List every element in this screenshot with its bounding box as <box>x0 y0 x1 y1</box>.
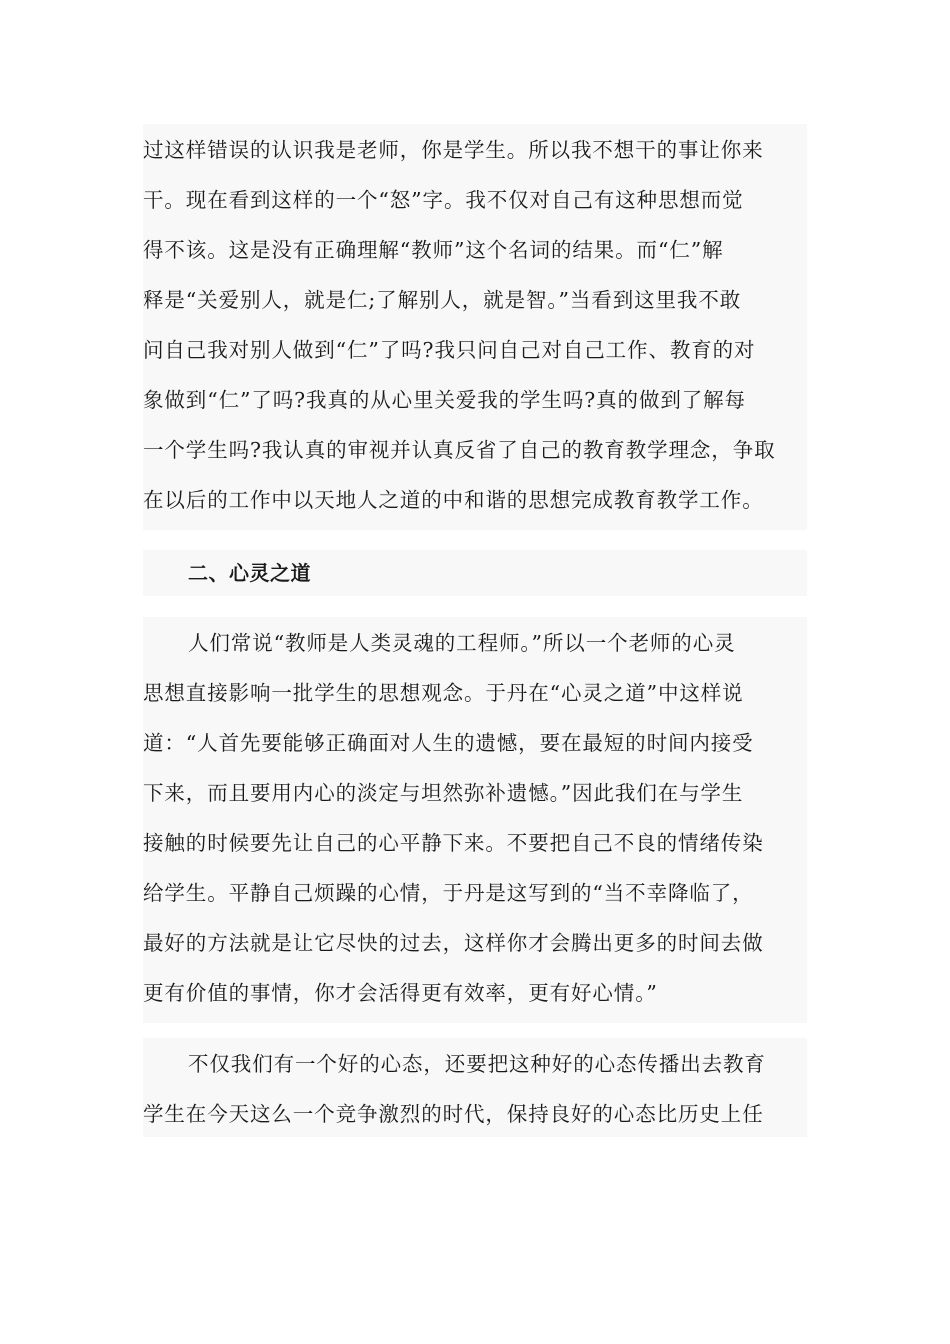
paragraph-1-line: 释是“关爱别人，就是仁;了解别人，就是智。”当看到这里我不敢 <box>143 288 742 312</box>
paragraph-3-line: 学生在今天这么一个竞争激烈的时代，保持良好的心态比历史上任 <box>143 1102 764 1126</box>
paragraph-2-line: 下来，而且要用内心的淡定与坦然弥补遗憾。”因此我们在与学生 <box>143 781 744 805</box>
paragraph-3-block <box>143 1038 807 1137</box>
paragraph-2-line: 人们常说“教师是人类灵魂的工程师。”所以一个老师的心灵 <box>188 631 736 655</box>
paragraph-1-line: 问自己我对别人做到“仁”了吗?我只问自己对自己工作、教育的对 <box>143 338 756 362</box>
section-heading-block <box>143 550 807 596</box>
paragraph-2-line: 最好的方法就是让它尽快的过去，这样你才会腾出更多的时间去做 <box>143 931 764 955</box>
paragraph-1-line: 象做到“仁”了吗?我真的从心里关爱我的学生吗?真的做到了解每 <box>143 388 746 412</box>
paragraph-1-line: 得不该。这是没有正确理解“教师”这个名词的结果。而“仁”解 <box>143 238 724 262</box>
paragraph-1-line: 一个学生吗?我认真的审视并认真反省了自己的教育教学理念，争取 <box>143 438 776 462</box>
paragraph-2-line: 接触的时候要先让自己的心平静下来。不要把自己不良的情绪传染 <box>143 831 764 855</box>
paragraph-2-block <box>143 617 807 1023</box>
paragraph-1-line: 在以后的工作中以天地人之道的中和谐的思想完成教育教学工作。 <box>143 488 764 512</box>
paragraph-1-block <box>143 124 807 530</box>
paragraph-1-line: 过这样错误的认识我是老师，你是学生。所以我不想干的事让你来 <box>143 138 764 162</box>
paragraph-2-line: 道：“人首先要能够正确面对人生的遗憾，要在最短的时间内接受 <box>143 731 754 755</box>
paragraph-2-line: 给学生。平静自己烦躁的心情，于丹是这写到的“当不幸降临了， <box>143 881 754 905</box>
section-heading: 二、心灵之道 <box>188 561 311 585</box>
paragraph-2-line: 思想直接影响一批学生的思想观念。于丹在“心灵之道”中这样说 <box>143 681 744 705</box>
paragraph-2-line: 更有价值的事情，你才会活得更有效率，更有好心情。” <box>143 981 658 1005</box>
paragraph-1-line: 干。现在看到这样的一个“怒”字。我不仅对自己有这种思想而觉 <box>143 188 744 212</box>
paragraph-3-line: 不仅我们有一个好的心态，还要把这种好的心态传播出去教育 <box>188 1052 766 1076</box>
